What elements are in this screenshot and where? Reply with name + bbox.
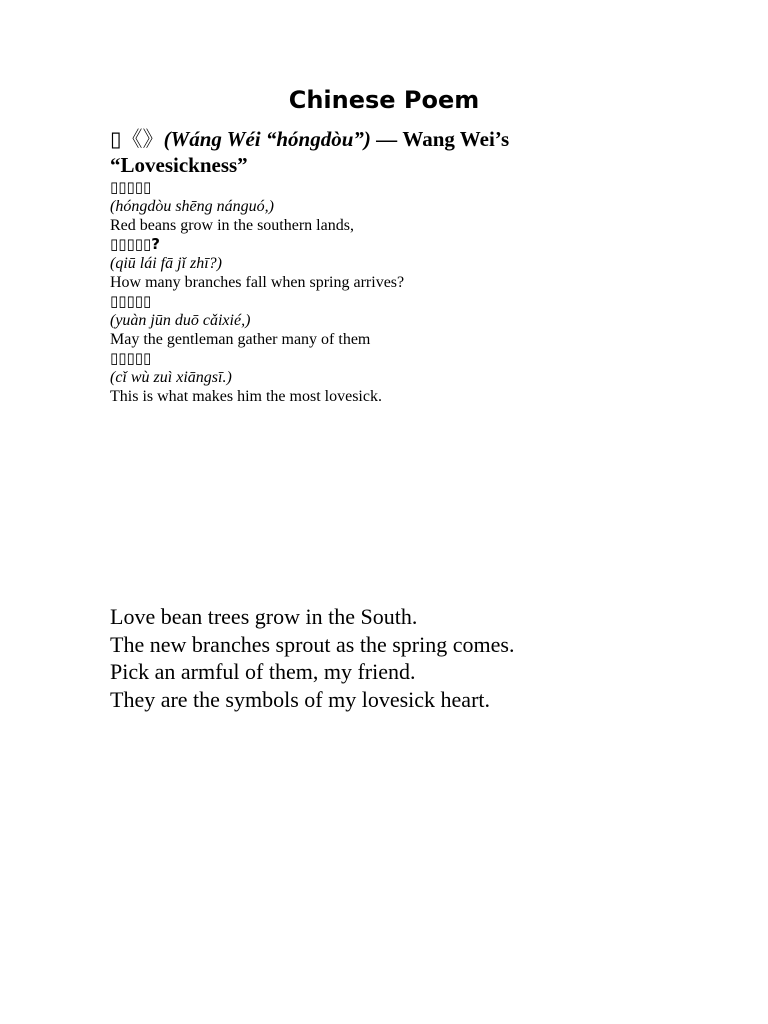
hanzi-line: ▯▯▯▯▯ [110,349,152,367]
heading-pinyin: (Wáng Wéi “hóngdòu”) [163,127,371,151]
stanza-4 [110,349,670,406]
heading-english: — Wang Wei’s “Lovesickness” [110,127,510,177]
pinyin-line: (qiū lái fā jǐ zhī?) [110,255,222,272]
heading-glyphs: ▯《》 [110,127,164,151]
stanza-1 [110,178,670,235]
hanzi-line: ▯▯▯▯▯ [110,292,152,310]
english-translation [110,603,710,713]
translation-line: Love bean trees grow in the South. [110,604,418,629]
translation-line: The new branches sprout as the spring comes. [110,631,515,657]
translation-line: They are the symbols of my lovesick heart. [110,686,491,712]
pinyin-line: (cǐ wù zuì xiāngsī.) [110,369,232,386]
gloss-line: Red beans grow in the southern lands, [110,217,354,234]
original-verse [110,178,670,406]
gloss-line: How many branches fall when spring arrives? [110,274,405,291]
stanza-2 [110,235,670,292]
page-title: Chinese Poem [288,86,480,114]
pinyin-line: (hóngdòu shēng nánguó,) [110,198,274,215]
pinyin-line: (yuàn jūn duō cǎixié,) [110,312,251,329]
hanzi-line: ▯▯▯▯▯ [110,178,152,196]
gloss-line: This is what makes him the most lovesick. [110,388,382,405]
gloss-line: May the gentleman gather many of them [110,331,371,348]
stanza-3 [110,292,670,349]
poem-heading [110,126,550,178]
hanzi-line: ▯▯▯▯▯? [110,235,160,253]
translation-line: Pick an armful of them, my friend. [110,659,416,684]
